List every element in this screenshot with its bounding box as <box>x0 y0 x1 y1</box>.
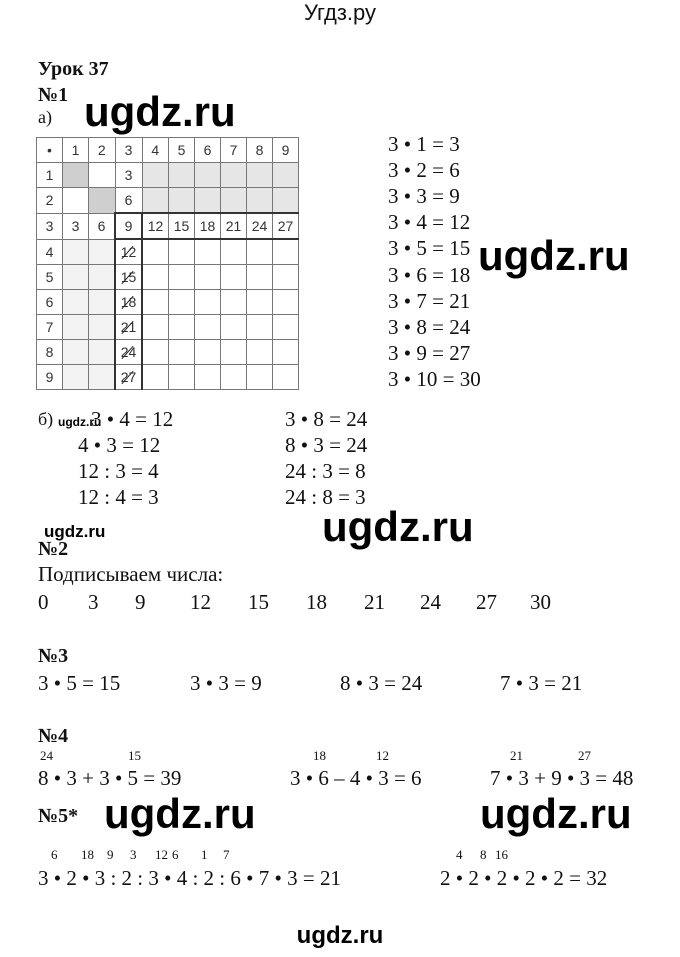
table-cell: 6 <box>89 213 116 239</box>
equation: 12 : 4 = 3 <box>78 485 159 509</box>
equation: 24 : 8 = 3 <box>285 485 366 509</box>
table-row-header: 5 <box>37 265 63 290</box>
table-cell <box>89 290 116 315</box>
intermediate-result: 12 <box>376 748 389 763</box>
table-cell <box>195 315 221 340</box>
task2-number: №2 <box>38 538 69 560</box>
table-cell <box>273 239 299 265</box>
intermediate-result: 16 <box>495 847 508 862</box>
equation: 7 • 3 = 21 <box>500 671 583 695</box>
table-cell <box>63 340 89 365</box>
table-cell <box>142 340 169 365</box>
equation: 3 • 9 = 27 <box>388 340 471 365</box>
table-row <box>37 365 299 390</box>
table-cell <box>142 365 169 390</box>
table-row-header: 1 <box>37 163 63 188</box>
table-cell <box>142 315 169 340</box>
intermediate-result: 18 <box>313 748 326 763</box>
table-cell <box>247 163 273 188</box>
table-cell <box>273 340 299 365</box>
task2-text: Подписываем числа: <box>38 562 224 586</box>
table-row-header: 3 <box>37 213 63 239</box>
table-cell: 15 <box>115 265 142 290</box>
table-cell <box>247 265 273 290</box>
table-cell: 24 <box>247 213 273 239</box>
table-row <box>37 315 299 340</box>
table-cell <box>89 340 116 365</box>
intermediate-result: 6 <box>51 847 58 862</box>
table-cell: 6 <box>115 188 142 214</box>
table-cell <box>142 265 169 290</box>
intermediate-result: 1 <box>201 847 208 862</box>
part-a-label: а) <box>38 107 52 127</box>
task3-number: №3 <box>38 645 69 667</box>
table-row <box>37 290 299 315</box>
equation: 3 • 7 = 21 <box>388 288 471 313</box>
intermediate-result: 9 <box>107 847 114 862</box>
table-cell <box>273 290 299 315</box>
table-cell <box>89 315 116 340</box>
intermediate-result: 8 <box>480 847 487 862</box>
table-cell <box>89 265 116 290</box>
table-cell <box>273 265 299 290</box>
table-row <box>37 340 299 365</box>
table-col-header: 5 <box>169 138 195 163</box>
table-cell: 3 <box>115 163 142 188</box>
table-cell <box>247 188 273 214</box>
table-row-header: 7 <box>37 315 63 340</box>
table-row-header: 4 <box>37 239 63 265</box>
equation: 24 : 3 = 8 <box>285 459 366 483</box>
lesson-title: Урок 37 <box>38 58 109 80</box>
table-cell <box>247 365 273 390</box>
table-col-header: 1 <box>63 138 89 163</box>
watermark: ugdz.ru <box>84 88 236 135</box>
intermediate-result: 7 <box>223 847 230 862</box>
table-cell <box>63 163 89 188</box>
equation: 3 • 2 • 3 : 2 : 3 • 4 : 2 : 6 • 7 • 3 = 21 <box>38 866 341 890</box>
table-cell <box>195 290 221 315</box>
table-cell <box>221 315 247 340</box>
equation: 3 • 3 = 9 <box>190 671 262 695</box>
table-cell <box>273 365 299 390</box>
table-cell <box>195 340 221 365</box>
table-cell <box>169 365 195 390</box>
equation: 3 • 1 = 3 <box>388 132 460 156</box>
table-cell <box>221 188 247 214</box>
table-corner: • <box>37 138 63 163</box>
equation: 8 • 3 = 24 <box>340 671 423 695</box>
table-cell <box>247 340 273 365</box>
watermark: ugdz.ru <box>58 415 102 429</box>
table-cell <box>89 188 116 214</box>
table-cell <box>221 163 247 188</box>
table-cell <box>142 163 169 188</box>
table-cell <box>221 365 247 390</box>
intermediate-result: 15 <box>128 748 141 763</box>
table-cell <box>63 239 89 265</box>
table-cell: 21 <box>115 315 142 340</box>
task1-number: №1 <box>38 84 69 106</box>
intermediate-result: 4 <box>456 847 463 862</box>
table-header-row <box>37 138 299 163</box>
intermediate-result: 18 <box>81 847 94 862</box>
equation: 8 • 3 + 3 • 5 = 39 <box>38 766 182 790</box>
equation: 12 : 3 = 4 <box>78 459 159 483</box>
table-cell <box>169 265 195 290</box>
table-cell: 12 <box>142 213 169 239</box>
table-cell <box>221 265 247 290</box>
table-cell <box>63 315 89 340</box>
intermediate-result: 3 <box>130 847 137 862</box>
table-col-header: 2 <box>89 138 116 163</box>
intermediate-result: 6 <box>172 847 179 862</box>
table-cell <box>273 188 299 214</box>
table-col-header: 6 <box>195 138 221 163</box>
watermark: ugdz.ru <box>478 232 630 279</box>
intermediate-result: 27 <box>578 748 591 763</box>
table-cell <box>89 163 116 188</box>
table-cell <box>63 290 89 315</box>
table-cell <box>63 188 89 214</box>
table-cell: 3 <box>63 213 89 239</box>
table-cell <box>142 290 169 315</box>
table-cell <box>89 365 116 390</box>
equation: 2 • 2 • 2 • 2 • 2 = 32 <box>440 866 608 890</box>
table-row-header: 6 <box>37 290 63 315</box>
table-cell <box>169 163 195 188</box>
equation: 8 • 3 = 24 <box>285 433 368 457</box>
equation: 3 • 4 = 12 <box>388 210 471 235</box>
table-cell <box>142 188 169 214</box>
table-row <box>37 265 299 290</box>
intermediate-result: 12 <box>155 847 168 862</box>
number-label: 3 <box>88 590 99 614</box>
table-cell <box>63 265 89 290</box>
table-cell <box>169 239 195 265</box>
table-row-header: 2 <box>37 188 63 214</box>
table-cell <box>89 239 116 265</box>
table-cell <box>221 239 247 265</box>
table-cell <box>247 315 273 340</box>
intermediate-result: 21 <box>510 748 523 763</box>
multiplication-table <box>36 137 299 390</box>
table-row <box>37 188 299 214</box>
number-label: 21 <box>364 590 385 614</box>
table-cell <box>169 188 195 214</box>
task5-number: №5* <box>38 805 79 827</box>
part-b-label: б) <box>38 409 54 429</box>
table-cell: 24 <box>115 340 142 365</box>
table-cell <box>247 290 273 315</box>
site-title: Угдз.ру <box>303 0 377 25</box>
table-cell <box>273 315 299 340</box>
number-label: 9 <box>135 590 146 614</box>
watermark: ugdz.ru <box>104 790 256 837</box>
equation: 3 • 4 = 12 <box>91 407 174 431</box>
table-row <box>37 163 299 188</box>
table-cell: 12 <box>115 239 142 265</box>
table-col-header: 8 <box>247 138 273 163</box>
table-row-header: 8 <box>37 340 63 365</box>
number-label: 12 <box>190 590 211 614</box>
table-cell: 15 <box>169 213 195 239</box>
table-cell: 18 <box>115 290 142 315</box>
table-cell <box>169 290 195 315</box>
table-cell: 9 <box>115 213 142 239</box>
number-label: 30 <box>530 590 551 614</box>
number-label: 18 <box>306 590 327 614</box>
table-cell <box>247 239 273 265</box>
table-col-header: 4 <box>142 138 169 163</box>
number-label: 0 <box>38 590 49 614</box>
equation: 3 • 6 – 4 • 3 = 6 <box>290 766 422 790</box>
watermark: ugdz.ru <box>44 522 106 541</box>
number-label: 15 <box>248 590 269 614</box>
table-cell <box>195 239 221 265</box>
equation: 3 • 8 = 24 <box>388 314 471 339</box>
table-cell <box>221 290 247 315</box>
table-row <box>37 239 299 265</box>
equation: 3 • 6 = 18 <box>388 262 471 287</box>
number-label: 24 <box>420 590 441 614</box>
table-cell <box>142 239 169 265</box>
equation: 3 • 5 = 15 <box>38 671 121 695</box>
table-row-header: 9 <box>37 365 63 390</box>
table-col-header: 9 <box>273 138 299 163</box>
table-cell <box>221 340 247 365</box>
table-cell <box>195 188 221 214</box>
table-col-header: 3 <box>115 138 142 163</box>
table-cell <box>195 163 221 188</box>
watermark: ugdz.ru <box>480 790 632 837</box>
equation: 3 • 10 = 30 <box>388 366 481 391</box>
table-cell: 18 <box>195 213 221 239</box>
table-cell: 27 <box>273 213 299 239</box>
footer-watermark: ugdz.ru <box>296 922 384 949</box>
watermark: ugdz.ru <box>322 503 474 550</box>
task4-number: №4 <box>38 725 69 747</box>
table-cell: 21 <box>221 213 247 239</box>
equation: 3 • 2 = 6 <box>388 158 460 183</box>
number-label: 27 <box>476 590 497 614</box>
table-col-header: 7 <box>221 138 247 163</box>
table-cell <box>63 365 89 390</box>
intermediate-result: 24 <box>40 748 53 763</box>
table-cell: 27 <box>115 365 142 390</box>
table-row <box>37 213 299 239</box>
equation: 3 • 8 = 24 <box>285 407 368 431</box>
equation: 7 • 3 + 9 • 3 = 48 <box>490 766 634 790</box>
equation: 3 • 5 = 15 <box>388 236 471 261</box>
equation: 4 • 3 = 12 <box>78 433 161 457</box>
table-cell <box>273 163 299 188</box>
table-cell <box>169 315 195 340</box>
table-cell <box>195 365 221 390</box>
equation: 3 • 3 = 9 <box>388 184 460 209</box>
table-cell <box>195 265 221 290</box>
table-cell <box>169 340 195 365</box>
